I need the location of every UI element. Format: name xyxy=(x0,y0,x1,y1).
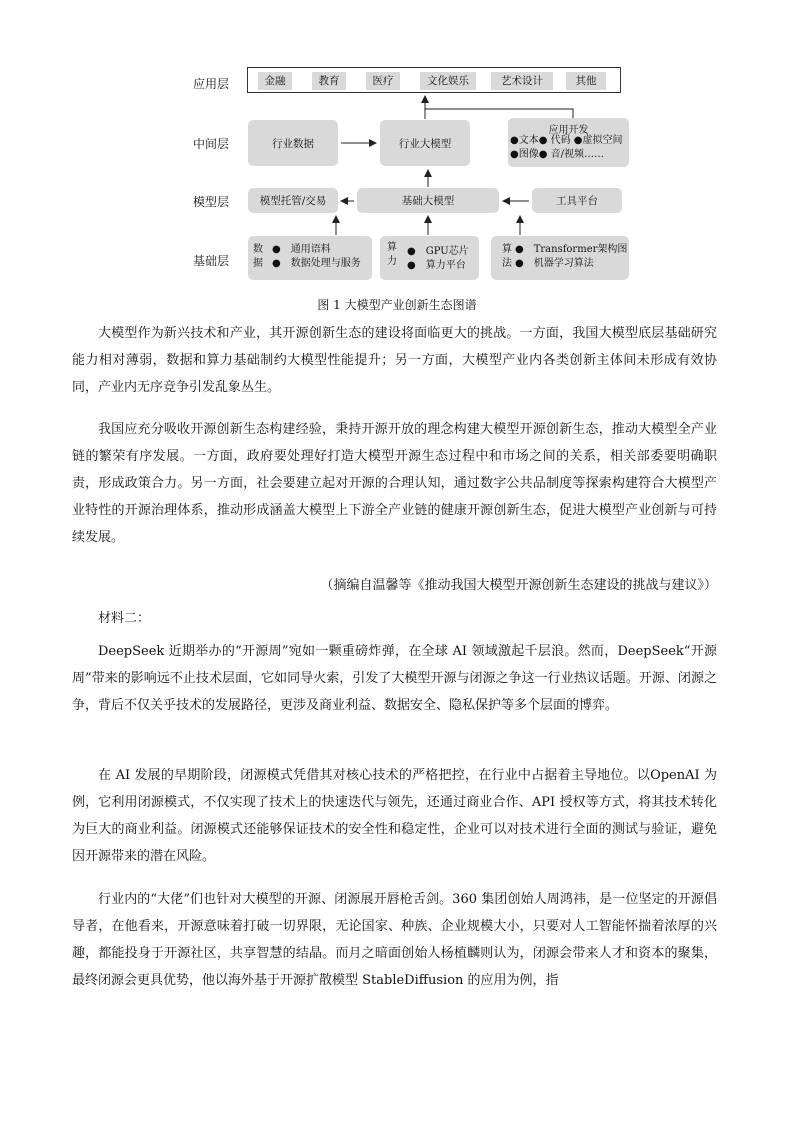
compute-item-1: ● GPU芯片 xyxy=(407,246,469,257)
data-item-2: ● 数据处理与服务 xyxy=(272,258,361,269)
layer-label-model: 模型层 xyxy=(193,195,230,209)
paragraph-1: 大模型作为新兴技术和产业，其开源创新生态的建设将面临更大的挑战。一方面，我国大模型底层基础研究能力相对薄弱，数据和算力基础制约大模型性能提升；另一方面，大模型产业内各类创新主体间未形成有效协同，产业内无序竞争引发乱象丛生。 xyxy=(72,326,717,395)
industry-data-label: 行业数据 xyxy=(272,137,314,150)
compute-label-1: 算 xyxy=(387,242,397,253)
app-item-art-design: 艺术设计 xyxy=(491,72,553,90)
diagram-arrows xyxy=(0,0,794,300)
algorithm-label-2: 法 xyxy=(502,258,512,269)
source-citation: （摘编自温馨等《推动我国大模型开源创新生态建设的挑战与建议》） xyxy=(320,578,717,593)
app-dev-line-1: ●文本● 代码 ●虚拟空间 xyxy=(510,135,623,146)
app-dev-title: 应用开发 xyxy=(548,125,589,136)
material-label: 材料二： xyxy=(98,611,151,626)
layer-label-application: 应用层 xyxy=(193,77,230,91)
industry-model-label: 行业大模型 xyxy=(398,137,452,150)
algorithm-item-1: ● Transformer架构图 xyxy=(515,244,628,255)
paragraph-5: 行业内的“大佬”们也针对大模型的开源、闭源展开唇枪舌剑。360 集团创始人周鸿祎，是一位坚定的开源倡导者，在他看来，开源意味着打破一切界限，无论国家、种族、企业规模大小，只要对人工智能怀揣着浓厚的兴趣，都能投身于开源社区，共享智慧的结晶。而月之暗面创始人杨植麟则认为，闭源会带来人才和资本的聚集，最终闭源会更具优势，他以海外基于开源扩散模型 StableDiffusion 的应用为例，指 xyxy=(72,892,717,988)
model-hosting-label: 模型托管/交易 xyxy=(259,195,327,207)
app-item-medical: 医疗 xyxy=(366,72,400,90)
ecosystem-diagram xyxy=(0,0,794,300)
layer-label-base: 基础层 xyxy=(193,254,230,268)
algorithm-label-1: 算 xyxy=(502,244,512,255)
data-label-1: 数 xyxy=(253,244,263,255)
arrow-app-dev-to-application xyxy=(425,109,573,118)
layer-label-middle: 中间层 xyxy=(193,137,230,151)
algorithm-item-2: ● 机器学习算法 xyxy=(515,258,594,269)
app-item-other: 其他 xyxy=(566,72,606,90)
data-item-1: ● 通用语料 xyxy=(272,244,331,255)
paragraph-2: 我国应充分吸收开源创新生态构建经验，秉持开源开放的理念构建大模型开源创新生态，推动大模型全产业链的繁荣有序发展。一方面，政府要处理好打造大模型开源生态过程中和市场之间的关系，相关部委要明确职责，形成政策合力。另一方面，社会要建立起对开源的合理认知，通过数字公共品制度等探索构建符合大模型产业特性的开源治理体系，推动形成涵盖大模型上下游全产业链的健康开源创新生态，促进大模型产业创新与可持续发展。 xyxy=(72,422,717,545)
compute-label-2: 力 xyxy=(387,256,397,267)
base-model-label: 基础大模型 xyxy=(401,195,455,207)
paragraph-4: 在 AI 发展的早期阶段，闭源模式凭借其对核心技术的严格把控，在行业中占据着主导地位。以OpenAI 为例，它利用闭源模式，不仅实现了技术上的快速迭代与领先，还通过商业合作、API 授权等方式，将其技术转化为巨大的商业利益。闭源模式还能够保证技术的安全性和稳定性，企业可以对技术进行全面的测试与验证，避免因开源带来的潜在风险。 xyxy=(72,768,717,864)
app-item-culture-entertainment: 文化娱乐 xyxy=(420,72,476,90)
tool-platform-label: 工具平台 xyxy=(556,195,598,207)
data-label-2: 据 xyxy=(253,258,263,269)
app-item-education: 教育 xyxy=(312,72,346,90)
figure-caption: 图 1 大模型产业创新生态图谱 xyxy=(317,298,477,312)
app-item-finance: 金融 xyxy=(258,72,292,90)
compute-item-2: ● 算力平台 xyxy=(407,260,466,271)
paragraph-3: DeepSeek 近期举办的“开源周”宛如一颗重磅炸弹，在全球 AI 领域激起千层浪。然而，DeepSeek“开源周”带来的影响远不止技术层面，它如同导火索，引发了大模型开源与闭源之争这一行业热议话题。开源、闭源之争，背后不仅关乎技术的发展路径，更涉及商业利益、数据安全、隐私保护等多个层面的博弈。 xyxy=(72,644,717,713)
app-dev-line-2: ●图像● 音/视频…… xyxy=(510,149,604,160)
